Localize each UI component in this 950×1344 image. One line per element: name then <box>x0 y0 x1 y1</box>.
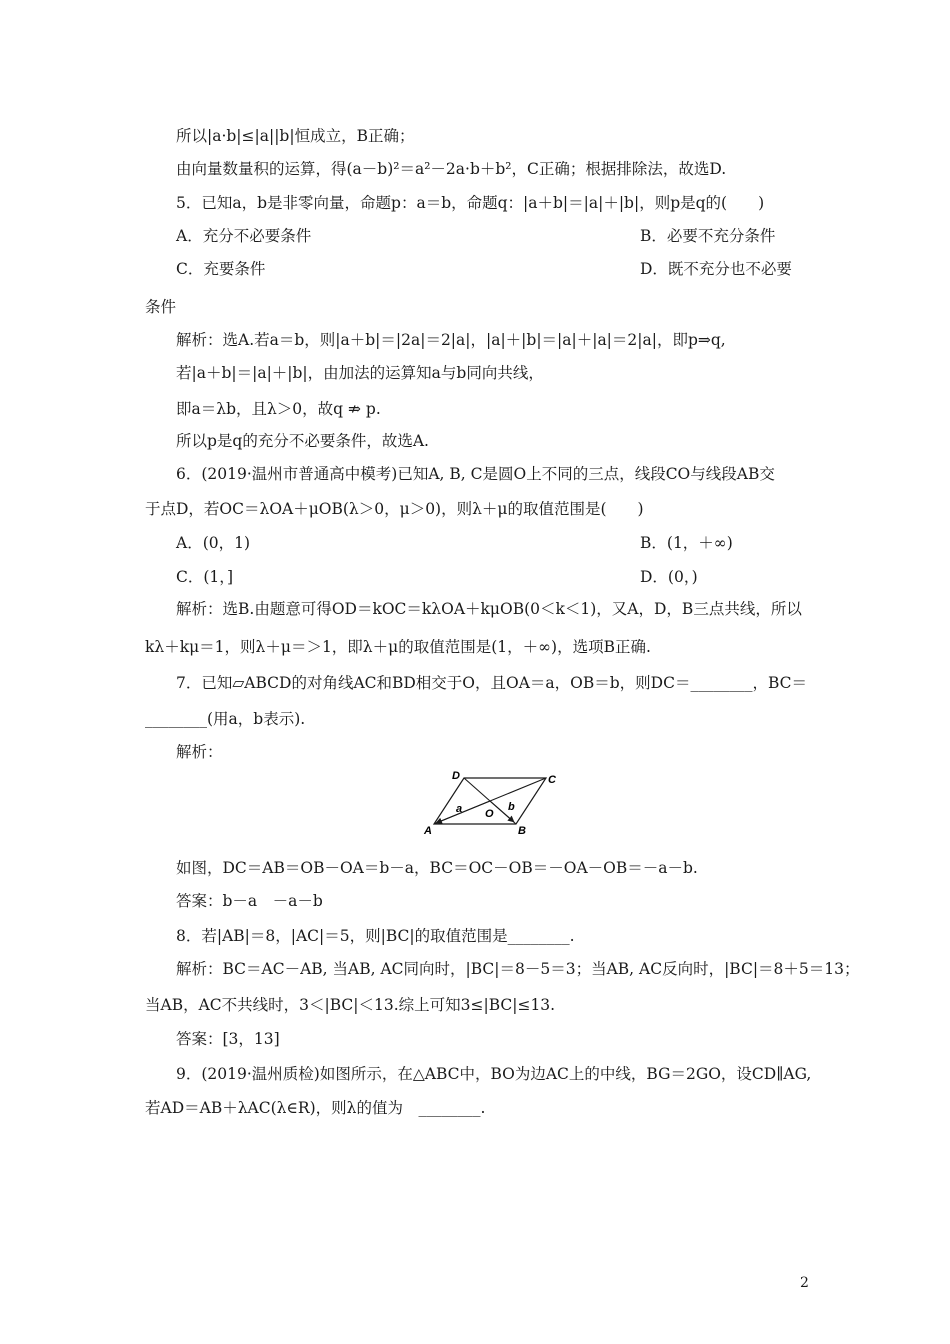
solution-6-line-2: kλ＋kμ＝1，则λ＋μ＝＞1，即λ＋μ的取值范围是(1，＋∞)，选项B正确. <box>145 638 651 656</box>
option-6c: C．(1，] <box>176 568 234 586</box>
answer-8: 答案：[3，13] <box>176 1030 280 1048</box>
option-5d: D．既不充分也不必要 <box>640 260 792 278</box>
solution-7-label: 解析： <box>176 743 223 761</box>
question-7: 7．已知▱ABCD的对角线AC和BD相交于O，且OA＝a，OB＝b，则DC＝________，BC＝ <box>176 674 808 692</box>
label-A: A <box>424 825 432 837</box>
question-8: 8．若|AB|＝8，|AC|＝5，则|BC|的取值范围是________. <box>176 927 575 945</box>
line-1: 所以|a·b|≤|a||b|恒成立，B正确； <box>176 127 415 145</box>
line-2: 由向量数量积的运算，得(a－b)²＝a²－2a·b＋b²，C正确；根据排除法，故选D. <box>176 160 727 178</box>
solution-5-line-4: 所以p是q的充分不必要条件，故选A. <box>176 432 429 450</box>
label-O: O <box>485 808 494 820</box>
solution-7-line: 如图，DC＝AB＝OB－OA＝b－a，BC＝OC－OB＝－OA－OB＝－a－b. <box>176 859 698 877</box>
answer-7: 答案：b－a －a－b <box>176 892 323 910</box>
solution-5-line-1: 解析：选A.若a＝b，则|a＋b|＝|2a|＝2|a|，|a|＋|b|＝|a|＋|a|＝2|a|，即p⇒q, <box>176 331 726 349</box>
label-D: D <box>452 770 460 782</box>
question-5: 5．已知a，b是非零向量，命题p：a＝b，命题q：|a＋b|＝|a|＋|b|，则p是q的( ) <box>176 194 765 212</box>
parallelogram-figure <box>420 766 570 838</box>
question-9-cont: 若AD＝AB＋λAC(λ∈R)，则λ的值为 ________. <box>145 1099 486 1117</box>
solution-6-line-1: 解析：选B.由题意可得OD＝kOC＝kλOA＋kμOB(0＜k＜1)，又A，D，B三点共线，所以 <box>176 600 802 618</box>
question-6: 6．(2019·温州市普通高中模考)已知A, B, C是圆O上不同的三点，线段CO与线段AB交 <box>176 465 775 483</box>
solution-8-line-2: 当AB，AC不共线时，3＜|BC|＜13.综上可知3≤|BC|≤13. <box>145 996 556 1014</box>
label-B: B <box>518 825 526 837</box>
option-6a: A．(0，1) <box>176 534 251 552</box>
question-9: 9．(2019·温州质检)如图所示，在△ABC中，BO为边AC上的中线，BG＝2GO，设CD∥AG, <box>176 1065 812 1083</box>
option-5a: A．充分不必要条件 <box>176 227 312 245</box>
question-6-cont: 于点D，若OC＝λOA＋μOB(λ＞0，μ＞0)，则λ＋μ的取值范围是( ) <box>145 500 644 518</box>
option-5b: B．必要不充分条件 <box>640 227 776 245</box>
label-C: C <box>548 774 556 786</box>
option-6d: D．(0，) <box>640 568 698 586</box>
solution-5-line-2: 若|a＋b|＝|a|＋|b|，由加法的运算知a与b同向共线， <box>176 364 544 382</box>
option-5d-cont: 条件 <box>145 298 177 316</box>
page-number: 2 <box>800 1275 809 1291</box>
label-b: b <box>508 801 515 813</box>
option-6b: B．(1，＋∞) <box>640 534 733 552</box>
solution-5-line-3: 即a＝λb，且λ＞0，故q ⇏ p. <box>176 400 381 418</box>
option-5c: C．充要条件 <box>176 260 266 278</box>
solution-8-line-1: 解析：BC＝AC－AB, 当AB, AC同向时，|BC|＝8－5＝3；当AB, AC反向时，|BC|＝8＋5＝13； <box>176 960 860 978</box>
question-7-cont: ________(用a，b表示). <box>145 710 306 728</box>
label-a: a <box>456 803 463 815</box>
